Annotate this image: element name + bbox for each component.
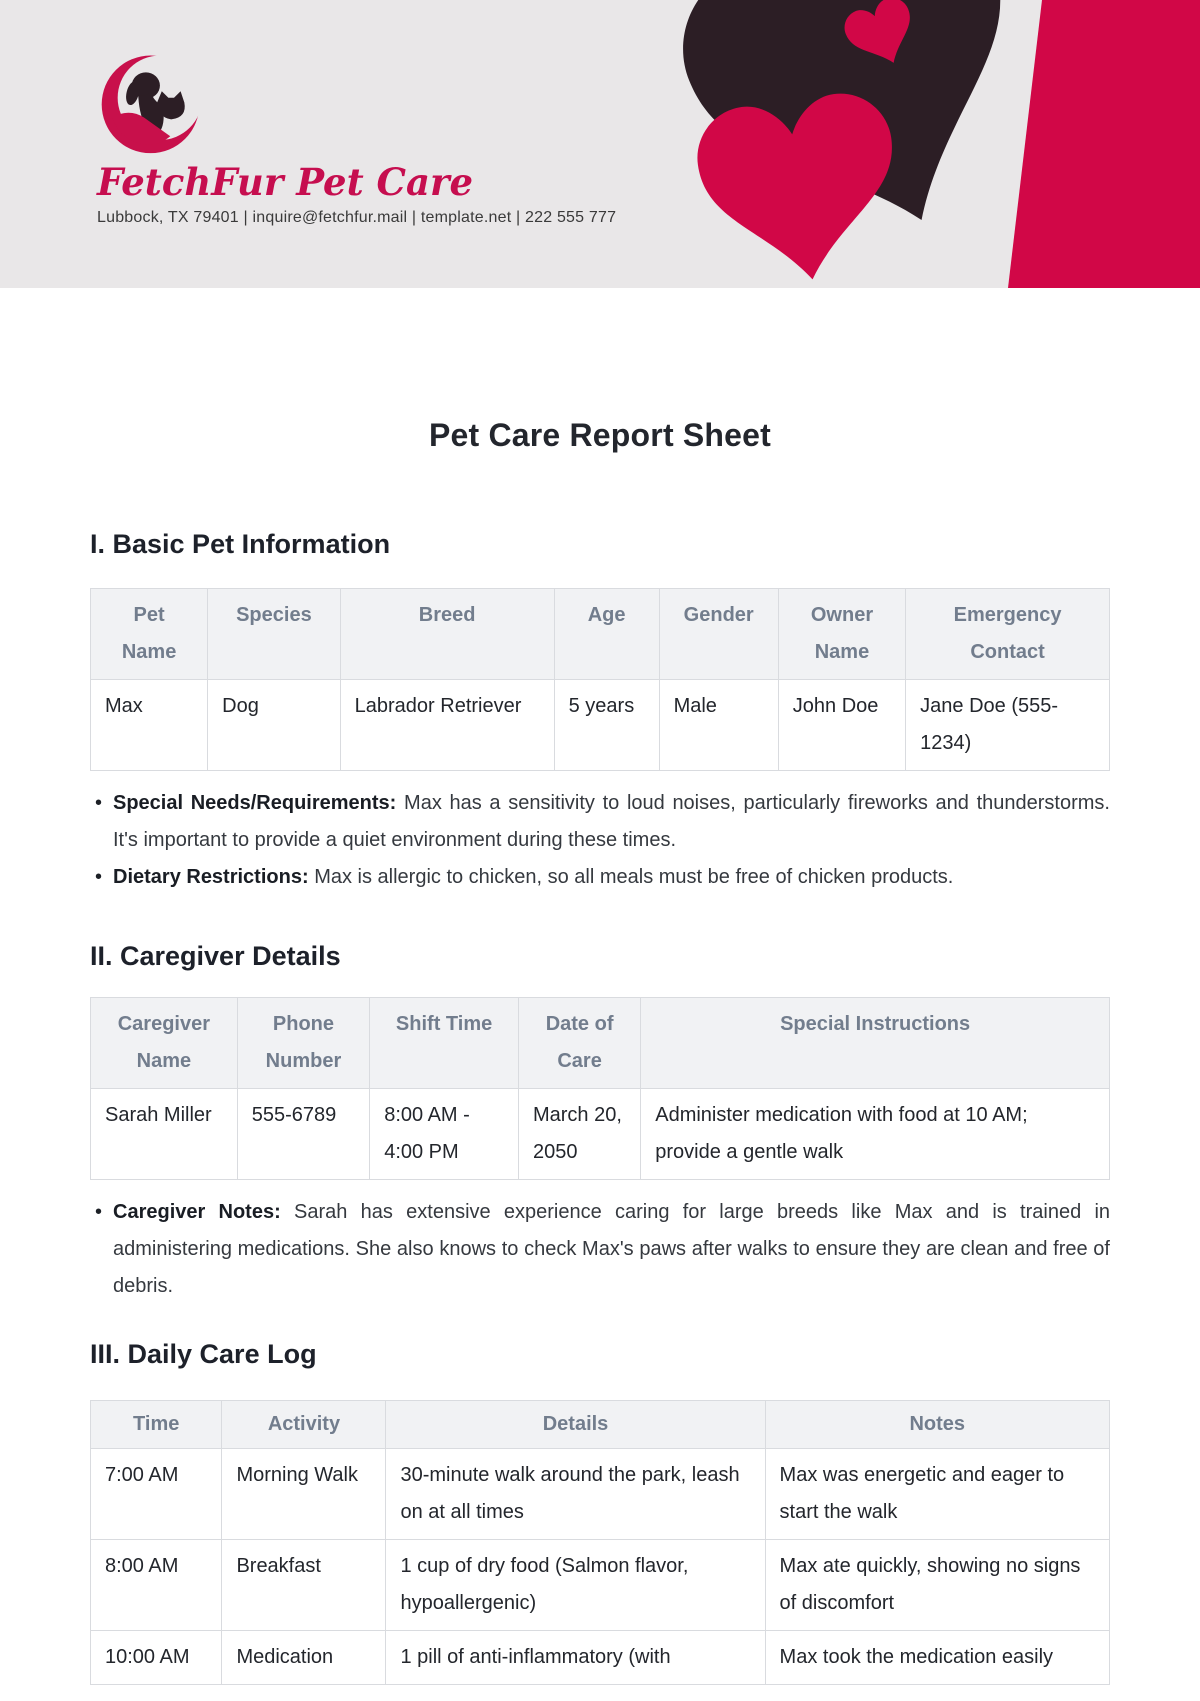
brand-name: FetchFur Pet Care [97, 160, 473, 204]
table-cell: Administer medication with food at 10 AM; provide a gentle walk [641, 1089, 1110, 1180]
pet-notes-list [90, 785, 1110, 896]
brand-block [97, 48, 616, 229]
table-row [91, 680, 1110, 771]
table-cell: Max ate quickly, showing no signs of discomfort [765, 1540, 1109, 1631]
table-row [91, 1540, 1110, 1631]
column-header: Date of Care [518, 998, 640, 1089]
table-row [91, 1631, 1110, 1685]
table-cell: 5 years [554, 680, 659, 771]
hearts-decoration [640, 0, 1200, 288]
column-header: Phone Number [237, 998, 369, 1089]
table-cell: Medication [222, 1631, 386, 1685]
column-header: Notes [765, 1401, 1109, 1449]
note-label: Dietary Restrictions: [113, 866, 309, 888]
report-sheet [0, 416, 1200, 1685]
section-heading-basic-pet-information: I. Basic Pet Information [90, 529, 391, 559]
note-label: Caregiver Notes: [113, 1201, 281, 1223]
section-heading-daily-care-log: III. Daily Care Log [90, 1339, 317, 1369]
table-cell: 555-6789 [237, 1089, 369, 1180]
pink-corner-shape [1008, 0, 1200, 288]
column-header: Age [554, 589, 659, 680]
table-cell: Labrador Retriever [340, 680, 554, 771]
column-header: Emergency Contact [906, 589, 1110, 680]
note-label: Special Needs/Requirements: [113, 792, 397, 814]
table-cell: Male [659, 680, 778, 771]
table-cell: 30-minute walk around the park, leash on at all times [386, 1449, 765, 1540]
header-row [91, 998, 1110, 1089]
note-text: Max has a sensitivity to loud noises, particularly fireworks and thunderstorms. It's important to provide a quiet environment during these times. [113, 792, 1110, 851]
column-header: Breed [340, 589, 554, 680]
column-header: Species [208, 589, 340, 680]
table-cell: Max took the medication easily [765, 1631, 1109, 1685]
header-row [91, 589, 1110, 680]
column-header: Shift Time [370, 998, 519, 1089]
table-row [91, 1089, 1110, 1180]
column-header: Special Instructions [641, 998, 1110, 1089]
table-cell: 7:00 AM [91, 1449, 222, 1540]
table-cell: Max [91, 680, 208, 771]
table-cell: Breakfast [222, 1540, 386, 1631]
column-header: Gender [659, 589, 778, 680]
table-cell: Jane Doe (555-1234) [906, 680, 1110, 771]
column-header: Pet Name [91, 589, 208, 680]
table-cell: Sarah Miller [91, 1089, 238, 1180]
column-header: Time [91, 1401, 222, 1449]
caregiver-details-table [90, 997, 1110, 1180]
list-item-dietary-restrictions [90, 859, 1110, 896]
table-cell: John Doe [778, 680, 905, 771]
contact-line: Lubbock, TX 79401 | inquire@fetchfur.mail | template.net | 222 555 777 [97, 209, 617, 226]
table-cell: Dog [208, 680, 340, 771]
column-header: Owner Name [778, 589, 905, 680]
table-cell: 8:00 AM [91, 1540, 222, 1631]
column-header: Details [386, 1401, 765, 1449]
column-header: Activity [222, 1401, 386, 1449]
note-text: Sarah has extensive experience caring for large breeds like Max and is trained in administering medications. She also knows to check Max's paws after walks to ensure they are clean and free of debris. [113, 1201, 1111, 1297]
column-header: Caregiver Name [91, 998, 238, 1089]
table-cell: 8:00 AM - 4:00 PM [370, 1089, 519, 1180]
table-cell: Morning Walk [222, 1449, 386, 1540]
table-cell: March 20, 2050 [518, 1089, 640, 1180]
letterhead [0, 0, 1200, 288]
section-heading-caregiver-details: II. Caregiver Details [90, 941, 341, 971]
header-row [91, 1401, 1110, 1449]
fetchfur-logo-icon [97, 48, 205, 156]
list-item-special-needs [90, 785, 1110, 859]
table-row [91, 1449, 1110, 1540]
table-cell: 1 cup of dry food (Salmon flavor, hypoallergenic) [386, 1540, 765, 1631]
caregiver-notes-list [90, 1194, 1110, 1305]
note-text: Max is allergic to chicken, so all meals must be free of chicken products. [314, 866, 954, 888]
page-title: Pet Care Report Sheet [428, 417, 772, 453]
table-cell: 1 pill of anti-inflammatory (with [386, 1631, 765, 1685]
table-cell: Max was energetic and eager to start the walk [765, 1449, 1109, 1540]
basic-pet-info-table [90, 588, 1110, 771]
list-item-caregiver-notes [90, 1194, 1110, 1305]
table-cell: 10:00 AM [91, 1631, 222, 1685]
daily-care-log-table [90, 1400, 1110, 1685]
